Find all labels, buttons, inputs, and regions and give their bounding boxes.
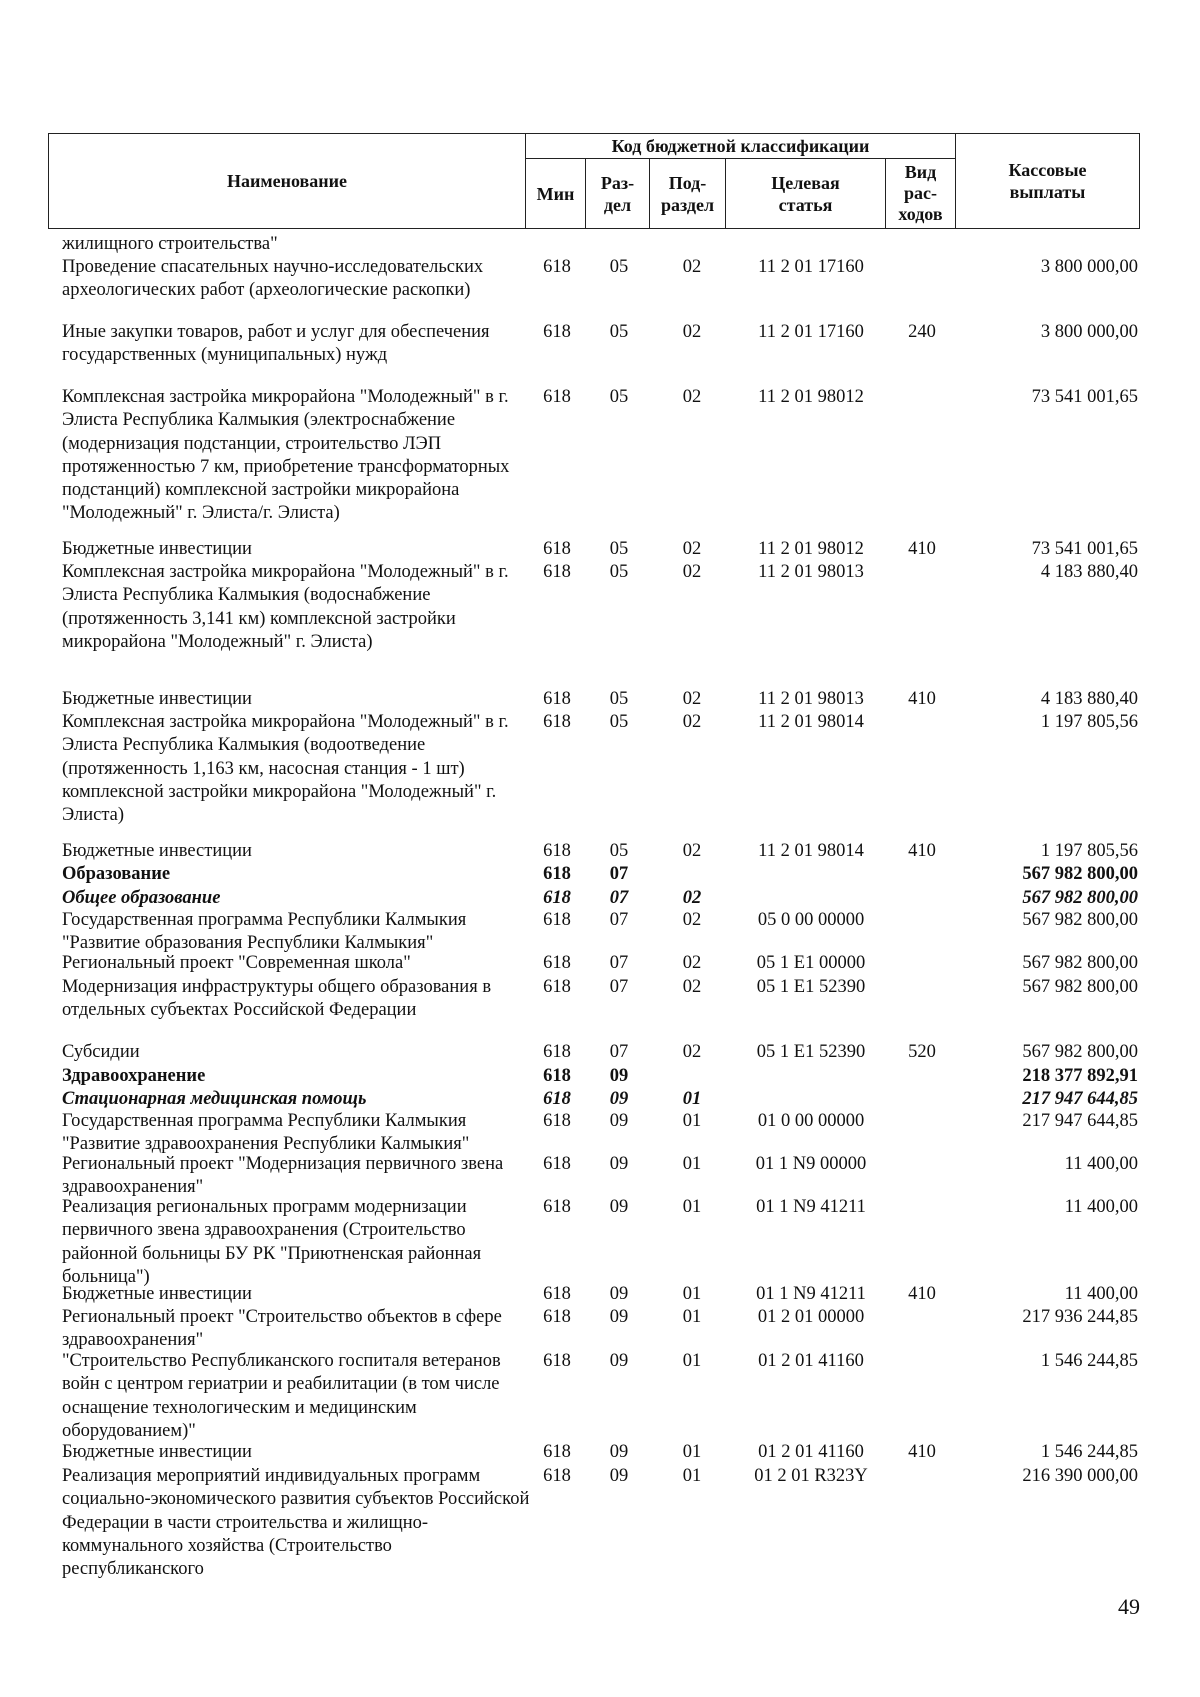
cell-celevaya: 01 2 01 41160 xyxy=(758,1351,864,1371)
cell-podrazdel: 01 xyxy=(682,1111,702,1131)
cell-celevaya: 01 2 01 41160 xyxy=(758,1442,864,1462)
cell-name: Комплексная застройка микрорайона "Молодежный" в г. Элиста Республика Калмыкия (электроснабжение (модернизация подстанции, строительство ЛЭП протяженностью 7 км, приобретение трансформаторных подстанций) комплексной застройки микрорайона "Молодежный" г. Элиста/г. Элиста) xyxy=(62,387,510,524)
cell-razdel: 05 xyxy=(609,689,629,709)
cell-podrazdel: 02 xyxy=(682,257,702,277)
cell-celevaya: 11 2 01 98013 xyxy=(758,689,864,709)
cell-name: Модернизация инфраструктуры общего образования в отдельных субъектах Российской Федерации xyxy=(62,977,492,1021)
cell-celevaya: 11 2 01 98014 xyxy=(758,841,864,861)
header-razdel: Раз- дел xyxy=(600,172,635,215)
cell-min: 618 xyxy=(543,1066,571,1086)
cell-name: Реализация мероприятий индивидуальных программ социально-экономического развития субъектов Российской Федерации в части строительства и жилищно-коммунального хозяйства (Строительство республиканского xyxy=(62,1466,530,1580)
cell-podrazdel: 02 xyxy=(682,977,702,997)
cell-podrazdel: 02 xyxy=(682,562,702,582)
cell-podrazdel: 02 xyxy=(682,953,702,973)
cell-min: 618 xyxy=(543,1351,571,1371)
cell-vid: 410 xyxy=(908,1442,936,1462)
cell-min: 618 xyxy=(543,689,571,709)
cell-razdel: 09 xyxy=(609,1351,629,1371)
cell-min: 618 xyxy=(543,1042,571,1062)
cell-podrazdel: 01 xyxy=(682,1154,702,1174)
cell-name: жилищного строительства" xyxy=(62,234,278,254)
cell-podrazdel: 01 xyxy=(682,1442,702,1462)
cell-podrazdel: 01 xyxy=(682,1466,702,1486)
cell-name: Здравоохранение xyxy=(62,1066,206,1086)
cell-sum: 11 400,00 xyxy=(1064,1154,1138,1174)
cell-podrazdel: 01 xyxy=(682,1284,702,1304)
cell-min: 618 xyxy=(543,322,571,342)
cell-celevaya: 05 1 E1 00000 xyxy=(756,953,866,973)
cell-razdel: 05 xyxy=(609,712,629,732)
cell-podrazdel: 01 xyxy=(682,1089,702,1109)
cell-vid: 410 xyxy=(908,539,936,559)
cell-min: 618 xyxy=(543,1466,571,1486)
cell-podrazdel: 02 xyxy=(682,387,702,407)
cell-sum: 567 982 800,00 xyxy=(1022,953,1138,973)
cell-name: Субсидии xyxy=(62,1042,140,1062)
cell-razdel: 09 xyxy=(609,1066,629,1086)
header-kassovye: Кассовые выплаты xyxy=(1008,159,1087,202)
cell-name: Государственная программа Республики Калмыкия "Развитие образования Республики Калмыкия" xyxy=(62,910,467,954)
cell-name: Иные закупки товаров, работ и услуг для обеспечения государственных (муниципальных) нужд xyxy=(62,322,490,366)
cell-min: 618 xyxy=(543,953,571,973)
cell-vid: 410 xyxy=(908,1284,936,1304)
cell-razdel: 09 xyxy=(609,1197,629,1217)
cell-vid: 240 xyxy=(908,322,936,342)
cell-sum: 1 197 805,56 xyxy=(1040,712,1138,732)
cell-sum: 1 546 244,85 xyxy=(1040,1351,1138,1371)
cell-min: 618 xyxy=(543,1442,571,1462)
cell-name: Бюджетные инвестиции xyxy=(62,1442,252,1462)
cell-name: Региональный проект "Строительство объектов в сфере здравоохранения" xyxy=(62,1307,502,1351)
header-min: Мин xyxy=(536,183,575,204)
cell-celevaya: 11 2 01 98013 xyxy=(758,562,864,582)
cell-razdel: 09 xyxy=(609,1089,629,1109)
header-podrazdel: Под- раздел xyxy=(660,172,715,215)
cell-razdel: 07 xyxy=(609,864,629,884)
cell-celevaya: 11 2 01 17160 xyxy=(758,322,864,342)
cell-min: 618 xyxy=(543,910,571,930)
cell-vid: 520 xyxy=(908,1042,936,1062)
cell-razdel: 09 xyxy=(609,1442,629,1462)
cell-vid: 410 xyxy=(908,841,936,861)
cell-sum: 567 982 800,00 xyxy=(1022,977,1138,997)
cell-min: 618 xyxy=(543,387,571,407)
cell-celevaya: 11 2 01 98014 xyxy=(758,712,864,732)
table-header xyxy=(48,133,1140,229)
header-celevaya: Целевая статья xyxy=(771,172,840,215)
cell-sum: 567 982 800,00 xyxy=(1022,1042,1138,1062)
cell-razdel: 07 xyxy=(609,953,629,973)
cell-name: Бюджетные инвестиции xyxy=(62,841,252,861)
cell-sum: 567 982 800,00 xyxy=(1022,864,1138,884)
cell-celevaya: 01 2 01 00000 xyxy=(757,1307,865,1327)
cell-sum: 11 400,00 xyxy=(1064,1197,1138,1217)
cell-vid: 410 xyxy=(908,689,936,709)
cell-razdel: 05 xyxy=(609,562,629,582)
cell-sum: 73 541 001,65 xyxy=(1031,539,1138,559)
cell-sum: 3 800 000,00 xyxy=(1040,257,1138,277)
cell-name: Государственная программа Республики Калмыкия "Развитие здравоохранения Республики Калмыкия" xyxy=(62,1111,470,1155)
page-number: 49 xyxy=(1118,1594,1140,1619)
cell-min: 618 xyxy=(543,1307,571,1327)
cell-celevaya: 01 2 01 R323Y xyxy=(754,1466,868,1486)
cell-name: Региональный проект "Современная школа" xyxy=(62,953,411,973)
cell-sum: 3 800 000,00 xyxy=(1040,322,1138,342)
cell-name: Бюджетные инвестиции xyxy=(62,539,252,559)
cell-razdel: 07 xyxy=(609,1042,629,1062)
cell-podrazdel: 02 xyxy=(682,841,702,861)
cell-min: 618 xyxy=(543,977,571,997)
cell-name: "Строительство Республиканского госпиталя ветеранов войн с центром гериатрии и реабилитации (в том числе оснащение технологическим и медицинским оборудованием)" xyxy=(62,1351,501,1441)
cell-celevaya: 11 2 01 98012 xyxy=(758,387,864,407)
cell-razdel: 09 xyxy=(609,1111,629,1131)
cell-min: 618 xyxy=(543,1154,571,1174)
cell-razdel: 09 xyxy=(609,1154,629,1174)
cell-podrazdel: 01 xyxy=(682,1197,702,1217)
cell-podrazdel: 02 xyxy=(682,888,702,908)
header-name: Наименование xyxy=(227,170,347,191)
cell-min: 618 xyxy=(543,1197,571,1217)
cell-sum: 1 197 805,56 xyxy=(1040,841,1138,861)
cell-razdel: 09 xyxy=(609,1307,629,1327)
cell-name: Реализация региональных программ модернизации первичного звена здравоохранения (Строительство районной больницы БУ РК "Приютненская районная больница") xyxy=(62,1197,482,1287)
cell-min: 618 xyxy=(543,257,571,277)
cell-name: Проведение спасательных научно-исследовательских археологических работ (археологические раскопки) xyxy=(62,257,484,301)
cell-sum: 218 377 892,91 xyxy=(1022,1066,1138,1086)
cell-podrazdel: 02 xyxy=(682,539,702,559)
cell-sum: 216 390 000,00 xyxy=(1022,1466,1138,1486)
cell-razdel: 05 xyxy=(609,257,629,277)
cell-sum: 73 541 001,65 xyxy=(1031,387,1138,407)
cell-min: 618 xyxy=(543,562,571,582)
cell-min: 618 xyxy=(543,539,571,559)
cell-min: 618 xyxy=(543,888,571,908)
cell-celevaya: 05 1 E1 52390 xyxy=(756,977,866,997)
cell-name: Региональный проект "Модернизация первичного звена здравоохранения" xyxy=(62,1154,504,1198)
cell-sum: 11 400,00 xyxy=(1064,1284,1138,1304)
cell-name: Бюджетные инвестиции xyxy=(62,1284,252,1304)
cell-podrazdel: 02 xyxy=(682,322,702,342)
cell-razdel: 09 xyxy=(609,1284,629,1304)
cell-razdel: 07 xyxy=(609,910,629,930)
cell-name: Стационарная медицинская помощь xyxy=(62,1089,367,1109)
cell-podrazdel: 01 xyxy=(682,1307,702,1327)
cell-min: 618 xyxy=(543,1284,571,1304)
cell-razdel: 05 xyxy=(609,322,629,342)
cell-celevaya: 11 2 01 98012 xyxy=(758,539,864,559)
cell-celevaya: 01 0 00 00000 xyxy=(757,1111,865,1131)
cell-razdel: 07 xyxy=(609,888,629,908)
cell-sum: 4 183 880,40 xyxy=(1040,562,1138,582)
cell-min: 618 xyxy=(543,1111,571,1131)
cell-sum: 217 947 644,85 xyxy=(1022,1111,1138,1131)
cell-sum: 1 546 244,85 xyxy=(1040,1442,1138,1462)
cell-celevaya: 01 1 N9 41211 xyxy=(756,1284,866,1304)
cell-celevaya: 05 1 E1 52390 xyxy=(756,1042,866,1062)
cell-podrazdel: 02 xyxy=(682,1042,702,1062)
cell-name: Комплексная застройка микрорайона "Молодежный" в г. Элиста Республика Калмыкия (водоотведение (протяженность 1,163 км, насосная станция - 1 шт) комплексной застройки микрорайона "Молодежный" г. Элиста) xyxy=(62,712,509,826)
cell-sum: 4 183 880,40 xyxy=(1040,689,1138,709)
cell-min: 618 xyxy=(543,864,571,884)
cell-name: Комплексная застройка микрорайона "Молодежный" в г. Элиста Республика Калмыкия (водоснабжение (протяженность 3,141 км) комплексной застройки микрорайона "Молодежный" г. Элиста) xyxy=(62,562,509,652)
cell-razdel: 05 xyxy=(609,387,629,407)
cell-podrazdel: 02 xyxy=(682,689,702,709)
cell-name: Образование xyxy=(62,864,171,884)
cell-celevaya: 01 1 N9 41211 xyxy=(756,1197,866,1217)
cell-razdel: 09 xyxy=(609,1466,629,1486)
cell-sum: 567 982 800,00 xyxy=(1022,910,1138,930)
header-code-group: Код бюджетной классификации xyxy=(611,136,870,156)
cell-razdel: 05 xyxy=(609,539,629,559)
cell-sum: 567 982 800,00 xyxy=(1022,888,1138,908)
cell-min: 618 xyxy=(543,712,571,732)
cell-name: Бюджетные инвестиции xyxy=(62,689,252,709)
cell-celevaya: 01 1 N9 00000 xyxy=(755,1154,867,1174)
cell-min: 618 xyxy=(543,841,571,861)
cell-razdel: 05 xyxy=(609,841,629,861)
cell-podrazdel: 02 xyxy=(682,910,702,930)
cell-sum: 217 936 244,85 xyxy=(1022,1307,1138,1327)
cell-sum: 217 947 644,85 xyxy=(1022,1089,1138,1109)
cell-podrazdel: 02 xyxy=(682,712,702,732)
cell-razdel: 07 xyxy=(609,977,629,997)
cell-min: 618 xyxy=(543,1089,571,1109)
header-vid: Вид рас- ходов xyxy=(898,161,943,224)
cell-celevaya: 05 0 00 00000 xyxy=(757,910,865,930)
cell-celevaya: 11 2 01 17160 xyxy=(758,257,864,277)
cell-name: Общее образование xyxy=(62,888,221,908)
cell-podrazdel: 01 xyxy=(682,1351,702,1371)
